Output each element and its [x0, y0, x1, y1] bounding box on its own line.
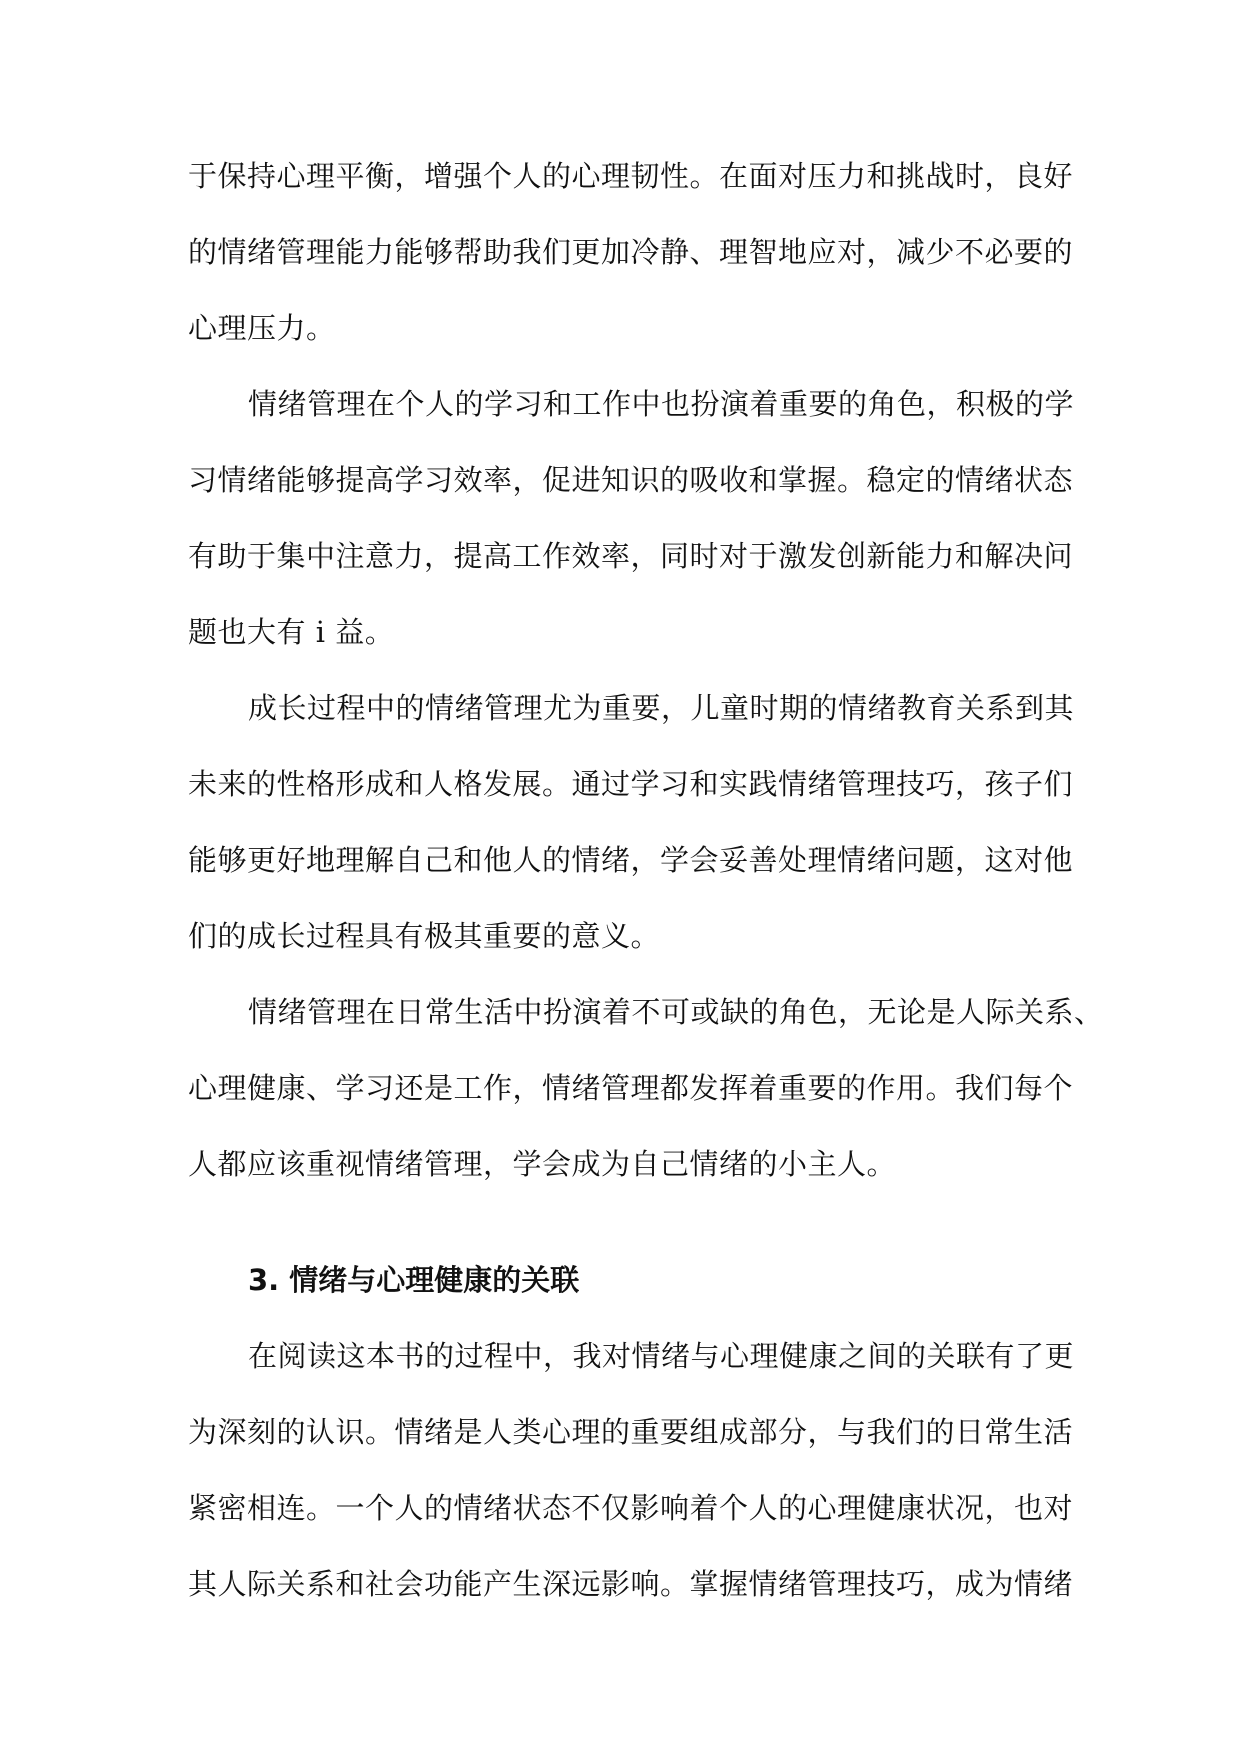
paragraph-start-line: 成长过程中的情绪管理尤为重要，儿童时期的情绪教育关系到其: [248, 691, 1075, 725]
text-line: 未来的性格形成和人格发展。通过学习和实践情绪管理技巧，孩子们: [188, 767, 1074, 801]
text-line: 的情绪管理能力能够帮助我们更加冷静、理智地应对，减少不必要的: [188, 235, 1074, 269]
text-line: 习情绪能够提高学习效率，促进知识的吸收和掌握。稳定的情绪状态: [188, 463, 1074, 497]
text-line: 有助于集中注意力，提高工作效率，同时对于激发创新能力和解决问: [188, 539, 1074, 573]
text-line: 题也大有 i 益。: [188, 615, 395, 649]
text-line: 能够更好地理解自己和他人的情绪，学会妥善处理情绪问题，这对他: [188, 843, 1074, 877]
document-body: [188, 138, 1104, 1622]
text-line: 其人际关系和社会功能产生深远影响。掌握情绪管理技巧，成为情绪: [188, 1567, 1074, 1601]
paragraph-start-line: 在阅读这本书的过程中，我对情绪与心理健康之间的关联有了更: [248, 1339, 1075, 1373]
text-line: 心理健康、学习还是工作，情绪管理都发挥着重要的作用。我们每个: [188, 1071, 1074, 1105]
text-line: 为深刻的认识。情绪是人类心理的重要组成部分，与我们的日常生活: [188, 1415, 1074, 1449]
section-spacer: [188, 1202, 1058, 1242]
paragraph-start-line: 情绪管理在日常生活中扮演着不可或缺的角色，无论是人际关系、: [248, 995, 1104, 1029]
text-line: 紧密相连。一个人的情绪状态不仅影响着个人的心理健康状况，也对: [188, 1491, 1074, 1525]
text-line: 于保持心理平衡，增强个人的心理韧性。在面对压力和挑战时，良好: [188, 159, 1074, 193]
section-heading: 3. 情绪与心理健康的关联: [248, 1263, 580, 1297]
text-line: 心理压力。: [188, 311, 336, 345]
text-line: 人都应该重视情绪管理，学会成为自己情绪的小主人。: [188, 1147, 897, 1181]
text-line: 们的成长过程具有极其重要的意义。: [188, 919, 661, 953]
paragraph-start-line: 情绪管理在个人的学习和工作中也扮演着重要的角色，积极的学: [248, 387, 1075, 421]
